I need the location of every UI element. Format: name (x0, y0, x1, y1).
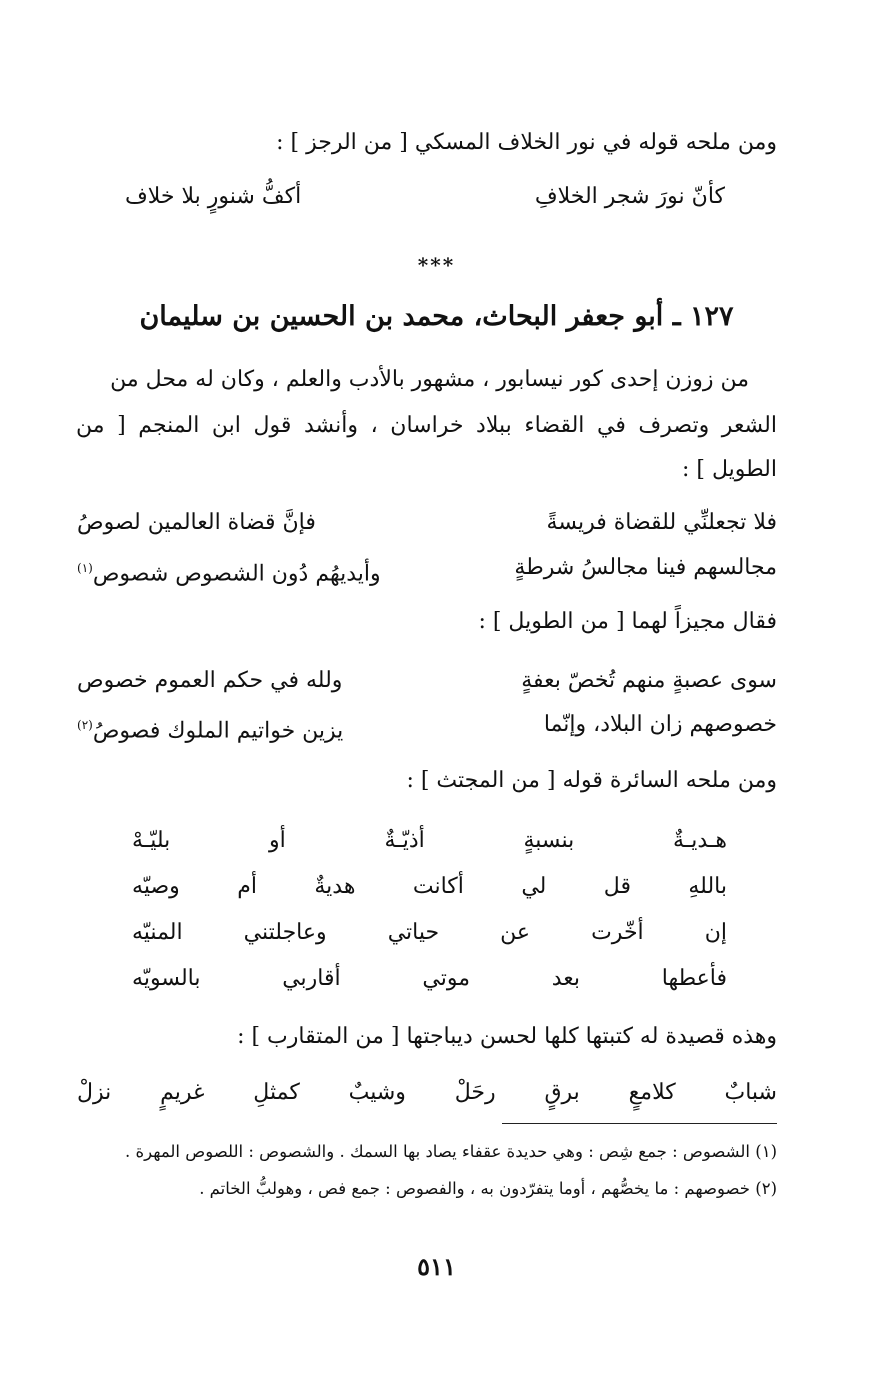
reply-intro: فقال مجيزاً لهما [ من الطويل ] : (478, 609, 777, 634)
footnote-marker-1: (١) (77, 561, 93, 575)
poem1-verse-2-hemistich-2-text: وأيديهُم دُون الشصوص شصوص (92, 561, 381, 587)
poem3-line-1-word: بليّـهْ (132, 828, 171, 853)
poem2-verse-1-hemistich-1: سوى عصبةٍ منهم تُخصّ بعفةٍ (521, 668, 777, 693)
verse-1-hemistich-1: كأنّ نورَ شجر الخلافِ (534, 184, 725, 209)
poem3-line-4-word: فأعطها (661, 966, 727, 991)
last-verse-word: كمثلِ (253, 1080, 300, 1105)
poem2-verse-2-hemistich-1: خصوصهم زان البلاد، وإنّما (543, 712, 777, 737)
poem3-line-3-word: المنيّه (132, 920, 183, 945)
bio-line-1: من زوزن إحدى كور نيسابور ، مشهور بالأدب والعلم ، وكان له محل من (110, 367, 749, 392)
poem1-verse-2 (77, 553, 777, 589)
last-verse-word: نزلْ (77, 1080, 112, 1105)
intro-line: ومن ملحه قوله في نور الخلاف المسكي [ من الرجز ] : (276, 130, 777, 155)
poem3-line-3 (132, 918, 727, 948)
footnote-2: (٢) خصوصهم : ما يخصُّهم ، أوما يتفرّدون به ، والفصوص : جمع فص ، وهولبُّ الخاتم . (199, 1179, 777, 1198)
poem3-line-4-word: بعد (551, 966, 581, 991)
bio-line-2: الشعر وتصرف في القضاء ببلاد خراسان ، وأنشد قول ابن المنجم [ من (76, 413, 777, 438)
poem3-line-1-word: هـديـةٌ (673, 828, 727, 853)
last-verse-word: برقٍ (544, 1080, 580, 1105)
poem1-verse-1 (77, 508, 777, 538)
poem1-verse-2-hemistich-2 (77, 553, 381, 589)
poem1-verse-1-hemistich-1: فلا تجعلنِّي للقضاة فريسةً (546, 510, 777, 535)
poem3-line-3-word: إن (704, 920, 727, 945)
poem3-line-2-word: أكانت (412, 874, 464, 899)
last-verse-word: وشيبٌ (348, 1080, 406, 1105)
poem3-line-4 (132, 964, 727, 994)
poem3-line-1-word: أذيّـةٌ (384, 828, 425, 853)
section-separator: *** (417, 253, 456, 277)
bio-line-3: الطويل ] : (682, 457, 777, 482)
biography-heading: ١٢٧ ـ أبو جعفر البحاث، محمد بن الحسين بن سليمان (139, 301, 734, 332)
footnote-1: (١) الشصوص : جمع شِص : وهي حديدة عقفاء يصاد بها السمك . والشصوص : اللصوص المهرة . (125, 1142, 777, 1161)
mujtath-intro: ومن ملحه السائرة قوله [ من المجتث ] : (406, 768, 777, 793)
poem3-line-2-word: أم (237, 874, 257, 899)
poem3-line-4-word: موتي (422, 966, 470, 991)
last-verse (77, 1078, 777, 1108)
poem3-line-2-word: لي (521, 874, 547, 899)
poem2-verse-2-hemistich-2 (77, 710, 343, 746)
poem2-verse-1 (77, 666, 777, 696)
poem3-line-1 (132, 826, 727, 856)
last-verse-word: رحَلْ (454, 1080, 496, 1105)
poem3-line-3-word: وعاجلتني (243, 920, 327, 945)
verse-1-hemistich-2: أكفُّ شنورٍ بلا خلاف (125, 184, 302, 209)
poem3-line-2-word: هديةٌ (314, 874, 356, 899)
poem3-line-1-word: بنسبةٍ (523, 828, 575, 853)
poem3-line-3-word: أخّرت (591, 920, 644, 945)
poem3-line-2-word: قل (603, 874, 631, 899)
verse-1 (125, 182, 725, 212)
page-number: ٥١١ (417, 1252, 456, 1281)
poem3-line-4-word: بالسويّه (132, 966, 201, 991)
footnote-marker-2: (٢) (77, 718, 93, 732)
last-verse-word: غريمٍ (160, 1080, 205, 1105)
last-verse-word: كلامعٍ (628, 1080, 676, 1105)
poem3-line-4-word: أقاربي (282, 966, 341, 991)
poem1-verse-2-hemistich-1: مجالسهم فينا مجالسُ شرطةٍ (514, 555, 777, 580)
poem2-verse-1-hemistich-2: ولله في حكم العموم خصوص (77, 668, 343, 693)
poem3-line-2-word: باللهِ (688, 874, 727, 899)
poem3-line-3-word: عن (500, 920, 531, 945)
qasida-intro: وهذه قصيدة له كتبتها كلها لحسن ديباجتها [ من المتقارب ] : (237, 1024, 777, 1049)
poem3-line-3-word: حياتي (387, 920, 440, 945)
poem3-line-2 (132, 872, 727, 902)
poem3-line-2-word: وصيّه (132, 874, 180, 899)
poem2-verse-2-hemistich-2-text: يزين خواتيم الملوك فصوصُ (92, 718, 344, 744)
footnote-divider (502, 1123, 777, 1124)
poem2-verse-2 (77, 710, 777, 746)
poem3-line-1-word: أو (269, 828, 286, 853)
poem1-verse-1-hemistich-2: فإنَّ قضاة العالمين لصوصُ (77, 510, 316, 535)
last-verse-word: شبابٌ (724, 1080, 777, 1105)
